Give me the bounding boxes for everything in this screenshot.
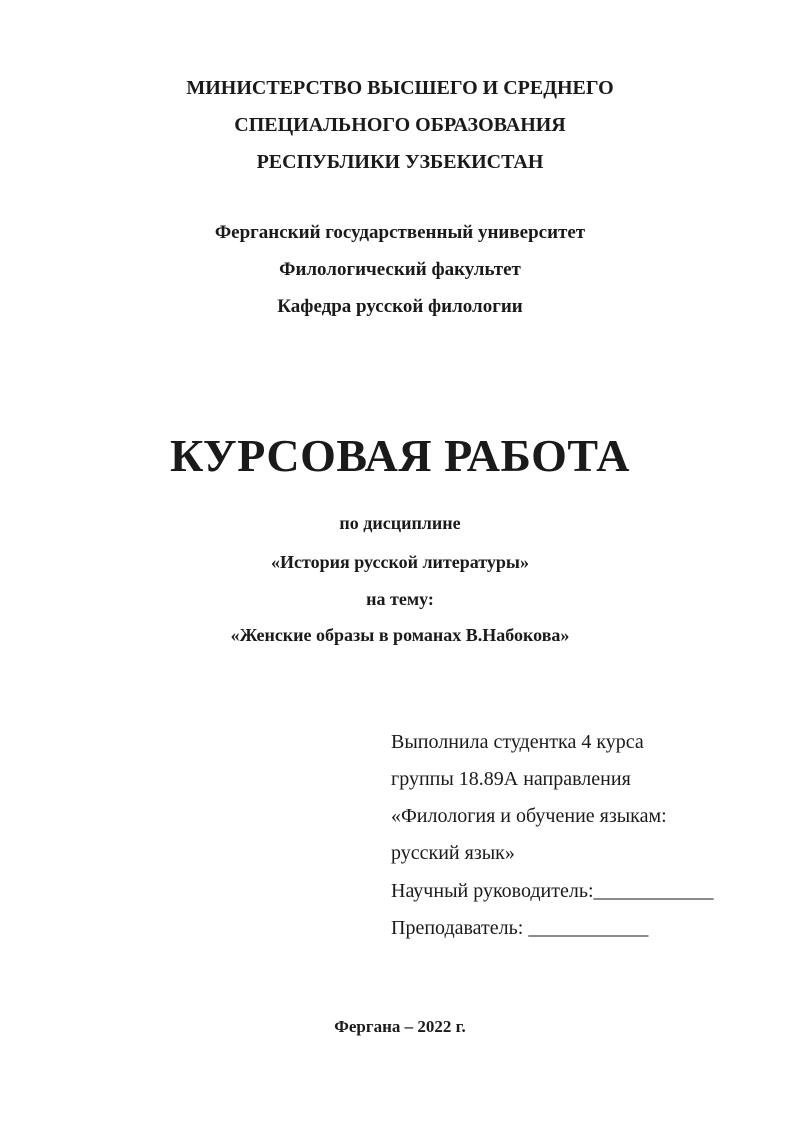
discipline-name: «История русской литературы» (271, 552, 529, 572)
topic-name: «Женские образы в романах В.Набокова» (230, 625, 570, 645)
topic-label: на тему: (366, 589, 434, 609)
discipline-label: по дисциплине (339, 513, 461, 533)
ministry-line-3: РЕСПУБЛИКИ УЗБЕКИСТАН (256, 151, 544, 173)
city-year: Фергана – 2022 г. (334, 1017, 466, 1036)
author-line-4: русский язык» (391, 842, 515, 864)
ministry-line-1: МИНИСТЕРСТВО ВЫСШЕГО И СРЕДНЕГО (186, 77, 614, 99)
teacher-line: Преподаватель: ____________ (391, 917, 649, 939)
ministry-line-2: СПЕЦИАЛЬНОГО ОБРАЗОВАНИЯ (234, 114, 566, 136)
author-line-2: группы 18.89А направления (391, 768, 631, 790)
author-line-1: Выполнила студентка 4 курса (391, 731, 644, 753)
department-name: Кафедра русской филологии (277, 296, 523, 317)
university-name: Ферганский государственный университет (214, 222, 586, 243)
faculty-name: Филологический факультет (279, 259, 521, 280)
supervisor-line: Научный руководитель:____________ (391, 880, 714, 902)
author-line-3: «Филология и обучение языкам: (391, 805, 667, 827)
document-title: КУРСОВАЯ РАБОТА (170, 430, 630, 481)
